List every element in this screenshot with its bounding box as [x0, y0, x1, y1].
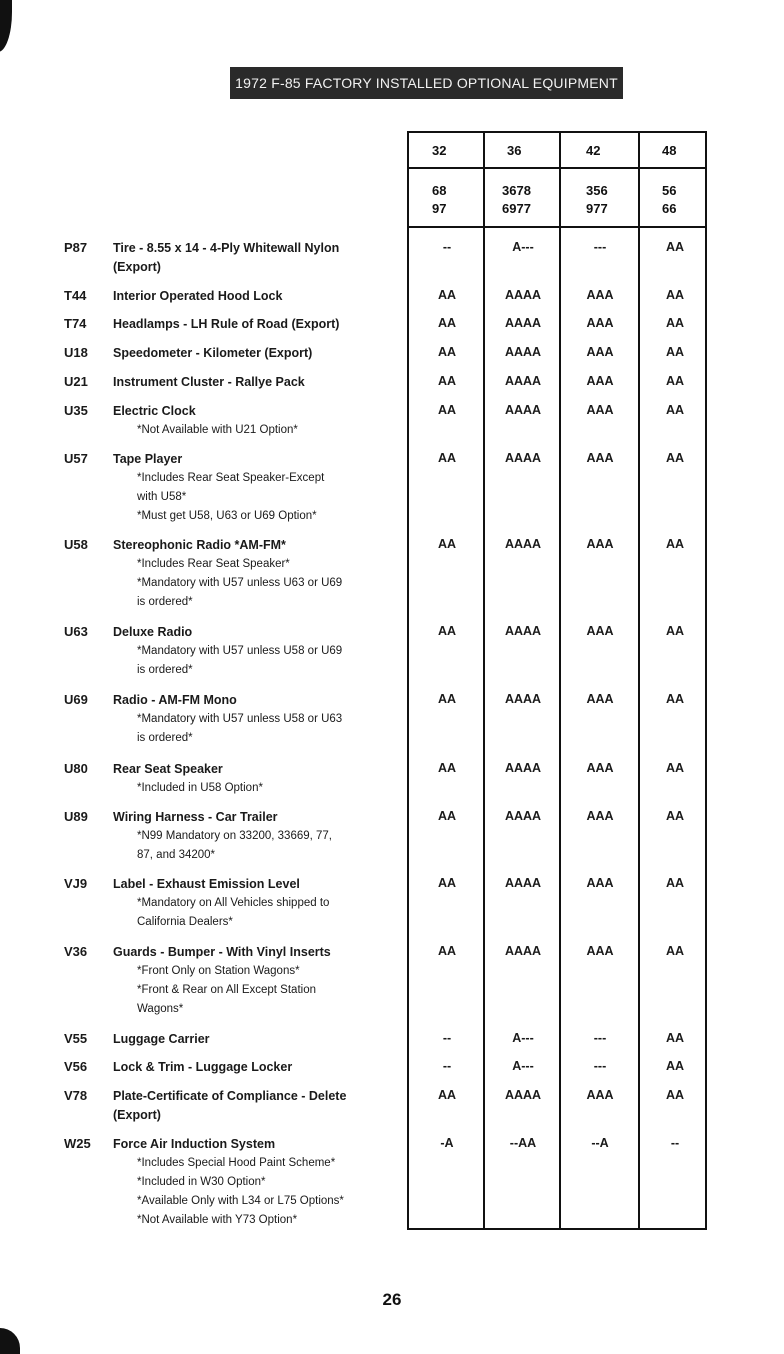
availability-cell: AAA [586, 1088, 614, 1102]
option-description-line: Guards - Bumper - With Vinyl Inserts [113, 945, 331, 959]
availability-cell: AAA [586, 692, 614, 706]
availability-cell: --- [593, 1059, 607, 1073]
page-title: 1972 F-85 FACTORY INSTALLED OPTIONAL EQUIPMENT [230, 67, 623, 99]
availability-cell: AAAA [504, 624, 542, 638]
availability-cell: AA [437, 345, 457, 359]
option-code: U18 [64, 345, 88, 360]
availability-cell: AA [665, 761, 685, 775]
availability-cell: -- [442, 240, 452, 254]
body-style-code: 56 [662, 183, 677, 198]
option-description [113, 943, 413, 1019]
page-number: 26 [382, 1290, 402, 1309]
option-note: is ordered* [137, 664, 193, 676]
availability-cell: AA [665, 345, 685, 359]
option-description-line: (Export) [113, 260, 161, 274]
option-description-line: Label - Exhaust Emission Level [113, 877, 300, 891]
option-note: *Includes Rear Seat Speaker* [137, 558, 290, 570]
option-description-line: Headlamps - LH Rule of Road (Export) [113, 317, 340, 331]
availability-cell: AA [665, 288, 685, 302]
option-code: U57 [64, 451, 88, 466]
availability-cell: AA [665, 1059, 685, 1073]
availability-cell: AAAA [504, 345, 542, 359]
option-code: V36 [64, 944, 88, 959]
availability-cell: AA [437, 374, 457, 388]
option-code: U63 [64, 624, 88, 639]
availability-cell: AAAA [504, 451, 542, 465]
option-code: U89 [64, 809, 88, 824]
option-description-line: Rear Seat Speaker [113, 762, 223, 776]
grid-column-divider [483, 133, 485, 1228]
availability-cell: AA [665, 403, 685, 417]
option-description [113, 239, 413, 277]
availability-cell: AA [665, 809, 685, 823]
option-description [113, 623, 413, 680]
availability-cell: AAA [586, 944, 614, 958]
option-description [113, 1030, 413, 1049]
availability-cell: AAA [586, 288, 614, 302]
grid-header-divider [409, 226, 705, 228]
column-subheader [502, 182, 531, 218]
option-description-line: Instrument Cluster - Rallye Pack [113, 375, 305, 389]
body-style-code: 977 [586, 201, 608, 216]
option-code: U80 [64, 761, 88, 776]
option-note: *Mandatory with U57 unless U58 or U63 [137, 713, 343, 725]
option-description-line: Force Air Induction System [113, 1137, 276, 1151]
column-subheader [662, 182, 676, 218]
option-note: *Front Only on Station Wagons* [137, 965, 300, 977]
availability-cell: AA [437, 451, 457, 465]
option-note: is ordered* [137, 732, 193, 744]
availability-cell: AA [665, 240, 685, 254]
option-note: Wagons* [137, 1003, 184, 1015]
availability-cell: -- [442, 1031, 452, 1045]
option-description-line: Speedometer - Kilometer (Export) [113, 346, 313, 360]
option-description [113, 287, 413, 306]
option-note: *Must get U58, U63 or U69 Option* [137, 510, 317, 522]
option-description [113, 450, 413, 526]
option-description-line: Electric Clock [113, 404, 196, 418]
option-description-line: Plate-Certificate of Compliance - Delete [113, 1089, 347, 1103]
availability-cell: AA [665, 944, 685, 958]
option-description-line: (Export) [113, 1108, 161, 1122]
availability-cell: AAA [586, 374, 614, 388]
availability-cell: AAAA [504, 1088, 542, 1102]
availability-cell: --AA [509, 1136, 537, 1150]
availability-cell: AA [665, 692, 685, 706]
option-description [113, 373, 413, 392]
page-corner-top-left [0, 0, 12, 52]
column-header-42: 42 [586, 143, 601, 158]
availability-cell: AA [665, 1031, 685, 1045]
availability-cell: AAAA [504, 403, 542, 417]
availability-cell: AAAA [504, 761, 542, 775]
availability-cell: AAAA [504, 809, 542, 823]
option-code: U21 [64, 374, 88, 389]
option-note: *Mandatory with U57 unless U63 or U69 [137, 577, 343, 589]
option-note: *Mandatory on All Vehicles shipped to [137, 897, 330, 909]
column-header-32: 32 [432, 143, 447, 158]
availability-cell: AA [437, 624, 457, 638]
availability-cell: AAA [586, 876, 614, 890]
body-style-code: 68 [432, 183, 447, 198]
option-code: V56 [64, 1059, 88, 1074]
option-note: *Available Only with L34 or L75 Options* [137, 1195, 344, 1207]
option-note: *Included in U58 Option* [137, 782, 263, 794]
option-description-line: Luggage Carrier [113, 1032, 210, 1046]
option-code: P87 [64, 240, 88, 255]
option-description [113, 691, 413, 748]
availability-cell: AA [665, 1088, 685, 1102]
option-code: W25 [64, 1136, 91, 1151]
availability-cell: AAAA [504, 692, 542, 706]
option-code: VJ9 [64, 876, 88, 891]
availability-cell: --A [591, 1136, 609, 1150]
availability-cell: AAAA [504, 374, 542, 388]
availability-cell: AA [437, 288, 457, 302]
option-code: U35 [64, 403, 88, 418]
body-style-code: 356 [586, 183, 608, 198]
option-description [113, 536, 413, 612]
availability-cell: AAA [586, 809, 614, 823]
availability-cell: AA [665, 316, 685, 330]
option-description-line: Radio - AM-FM Mono [113, 693, 237, 707]
column-subheader [586, 182, 608, 218]
option-note: *Includes Rear Seat Speaker-Except [137, 472, 325, 484]
availability-cell: A--- [512, 240, 534, 254]
availability-cell: AA [437, 1088, 457, 1102]
availability-cell: AA [437, 316, 457, 330]
availability-cell: AA [665, 451, 685, 465]
option-description [113, 315, 413, 334]
option-code: T44 [64, 288, 87, 303]
option-description [113, 344, 413, 363]
option-description [113, 1058, 413, 1077]
availability-cell: AA [437, 537, 457, 551]
availability-cell: AAA [586, 345, 614, 359]
body-style-code: 97 [432, 201, 447, 216]
availability-cell: A--- [512, 1059, 534, 1073]
option-note: *Included in W30 Option* [137, 1176, 266, 1188]
availability-cell: --- [593, 1031, 607, 1045]
availability-cell: AAAA [504, 316, 542, 330]
body-style-code: 3678 [502, 183, 531, 198]
option-description-line: Deluxe Radio [113, 625, 193, 639]
column-subheader [432, 182, 446, 218]
option-description-line: Tape Player [113, 452, 183, 466]
option-description [113, 1135, 413, 1230]
availability-cell: AAAA [504, 876, 542, 890]
availability-cell: AAAA [504, 288, 542, 302]
body-style-code: 6977 [502, 201, 531, 216]
availability-cell: AA [437, 403, 457, 417]
option-note: is ordered* [137, 596, 193, 608]
column-header-48: 48 [662, 143, 677, 158]
option-description [113, 760, 413, 798]
availability-cell: AA [437, 809, 457, 823]
option-note: *Mandatory with U57 unless U58 or U69 [137, 645, 343, 657]
option-note: California Dealers* [137, 916, 233, 928]
option-description-line: Stereophonic Radio *AM-FM* [113, 538, 286, 552]
option-description [113, 1087, 413, 1125]
availability-cell: AA [437, 944, 457, 958]
option-note: with U58* [137, 491, 187, 503]
option-note: 87, and 34200* [137, 849, 216, 861]
availability-cell: AA [665, 624, 685, 638]
availability-cell: AAA [586, 537, 614, 551]
option-code: T74 [64, 316, 87, 331]
availability-cell: A--- [512, 1031, 534, 1045]
option-note: *Not Available with U21 Option* [137, 424, 298, 436]
grid-column-divider [559, 133, 561, 1228]
option-code: U58 [64, 537, 88, 552]
page-corner-bottom-left [0, 1328, 20, 1354]
option-description [113, 875, 413, 932]
availability-cell: AA [437, 876, 457, 890]
option-note: *N99 Mandatory on 33200, 33669, 77, [137, 830, 333, 842]
availability-cell: -- [442, 1059, 452, 1073]
body-style-code: 66 [662, 201, 677, 216]
availability-cell: AAAA [504, 944, 542, 958]
option-description-line: Lock & Trim - Luggage Locker [113, 1060, 293, 1074]
availability-cell: AAAA [504, 537, 542, 551]
availability-cell: AAA [586, 403, 614, 417]
option-description [113, 808, 413, 865]
option-description [113, 402, 413, 440]
availability-cell: AA [665, 876, 685, 890]
option-note: *Includes Special Hood Paint Scheme* [137, 1157, 336, 1169]
availability-cell: AA [665, 537, 685, 551]
availability-cell: AAA [586, 451, 614, 465]
option-code: U69 [64, 692, 88, 707]
grid-header-divider [409, 167, 705, 169]
availability-cell: --- [593, 240, 607, 254]
availability-cell: -A [440, 1136, 454, 1150]
option-description-line: Tire - 8.55 x 14 - 4-Ply Whitewall Nylon [113, 241, 340, 255]
option-description-line: Interior Operated Hood Lock [113, 289, 283, 303]
availability-cell: AA [437, 692, 457, 706]
availability-cell: AA [665, 374, 685, 388]
option-description-line: Wiring Harness - Car Trailer [113, 810, 278, 824]
option-note: *Front & Rear on All Except Station [137, 984, 316, 996]
availability-cell: -- [670, 1136, 680, 1150]
availability-cell: AAA [586, 761, 614, 775]
availability-cell: AAA [586, 624, 614, 638]
column-header-36: 36 [507, 143, 522, 158]
availability-cell: AAA [586, 316, 614, 330]
option-note: *Not Available with Y73 Option* [137, 1214, 298, 1226]
option-code: V78 [64, 1088, 88, 1103]
availability-cell: AA [437, 761, 457, 775]
option-code: V55 [64, 1031, 88, 1046]
